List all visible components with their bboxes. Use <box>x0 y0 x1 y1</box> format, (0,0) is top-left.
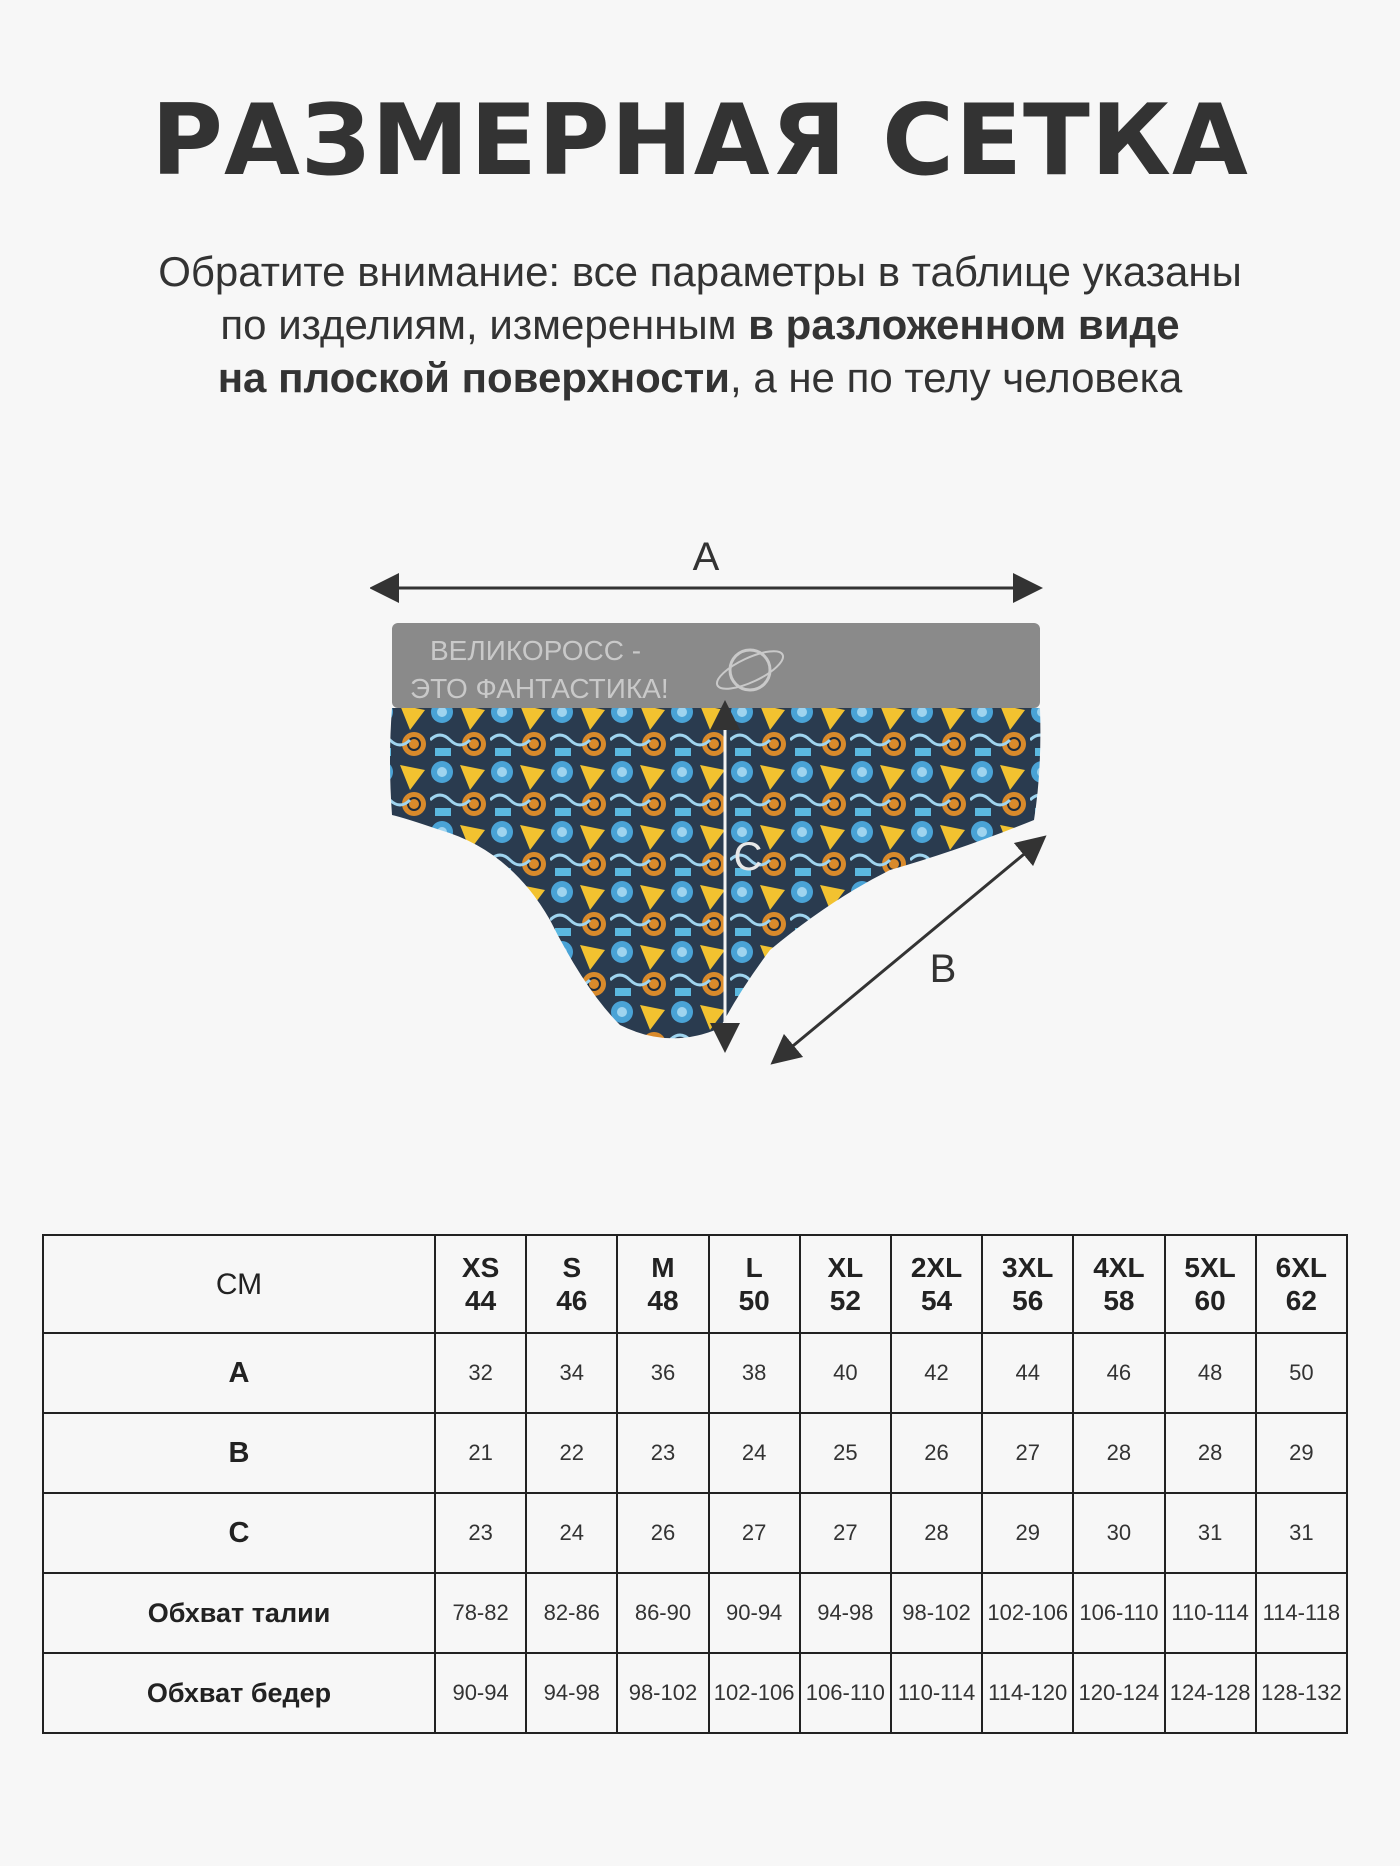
table-cell: 32 <box>435 1333 526 1413</box>
size-letter: XL <box>827 1252 864 1283</box>
size-number: 62 <box>1285 1285 1317 1316</box>
row-label: B <box>43 1413 435 1493</box>
table-cell: 128-132 <box>1256 1653 1347 1733</box>
size-letter: 4XL <box>1093 1252 1145 1283</box>
table-cell: 102-106 <box>982 1573 1073 1653</box>
note-line-2-bold: в разложенном виде <box>748 301 1180 348</box>
size-letter: M <box>651 1252 675 1283</box>
note-line-2 <box>0 298 1400 351</box>
size-number: 56 <box>1012 1285 1044 1316</box>
size-letter: L <box>745 1252 763 1283</box>
table-cell: 27 <box>709 1493 800 1573</box>
waistband-text-line-2: ЭТО ФАНТАСТИКА! <box>410 673 669 704</box>
size-letter: 6XL <box>1275 1252 1328 1283</box>
size-number: 44 <box>465 1285 497 1316</box>
table-cell: 106-110 <box>1073 1573 1164 1653</box>
size-header <box>435 1235 526 1333</box>
table-cell: 98-102 <box>617 1653 708 1733</box>
table-cell: 48 <box>1165 1333 1256 1413</box>
size-number: 52 <box>829 1285 861 1316</box>
size-number: 48 <box>647 1285 679 1316</box>
table-row <box>43 1573 1347 1653</box>
note-line-2-text: по изделиям, измеренным <box>220 301 749 348</box>
table-cell: 50 <box>1256 1333 1347 1413</box>
table-cell: 78-82 <box>435 1573 526 1653</box>
size-letter: S <box>562 1252 582 1283</box>
size-header <box>1256 1235 1347 1333</box>
size-number: 54 <box>920 1285 953 1316</box>
table-cell: 38 <box>709 1333 800 1413</box>
size-letter: 2XL <box>910 1252 963 1283</box>
note-line-3-text: , а не по телу человека <box>729 354 1183 401</box>
table-cell: 94-98 <box>526 1653 617 1733</box>
measurement-note <box>0 245 1400 404</box>
note-line-1: Обратите внимание: все параметры в таблице указаны <box>158 248 1242 295</box>
note-line-3 <box>0 351 1400 404</box>
table-cell: 34 <box>526 1333 617 1413</box>
table-cell: 98-102 <box>891 1573 982 1653</box>
table-cell: 29 <box>1256 1413 1347 1493</box>
table-cell: 24 <box>709 1413 800 1493</box>
row-label: C <box>43 1493 435 1573</box>
table-row <box>43 1413 1347 1493</box>
size-header <box>617 1235 708 1333</box>
table-cell: 21 <box>435 1413 526 1493</box>
table-cell: 44 <box>982 1333 1073 1413</box>
table-row <box>43 1493 1347 1573</box>
table-cell: 42 <box>891 1333 982 1413</box>
briefs-measurement-illustration <box>370 520 1070 1080</box>
table-cell: 24 <box>526 1493 617 1573</box>
table-cell: 22 <box>526 1413 617 1493</box>
table-cell: 40 <box>800 1333 891 1413</box>
table-cell: 102-106 <box>709 1653 800 1733</box>
table-cell: 27 <box>800 1493 891 1573</box>
table-cell: 31 <box>1256 1493 1347 1573</box>
dimension-b-label: B <box>929 947 957 991</box>
table-cell: 28 <box>1165 1413 1256 1493</box>
table-cell: 26 <box>617 1493 708 1573</box>
table-row <box>43 1333 1347 1413</box>
page-title: РАЗМЕРНАЯ СЕТКА <box>151 84 1249 198</box>
size-number: 50 <box>738 1285 770 1316</box>
size-header <box>800 1235 891 1333</box>
size-letter: XS <box>461 1252 500 1283</box>
waistband-text-line-1: ВЕЛИКОРОСС - <box>430 635 642 666</box>
table-cell: 23 <box>617 1413 708 1493</box>
size-number: 60 <box>1194 1285 1226 1316</box>
table-cell: 86-90 <box>617 1573 708 1653</box>
size-header <box>982 1235 1073 1333</box>
table-cell: 23 <box>435 1493 526 1573</box>
table-cell: 114-118 <box>1256 1573 1347 1653</box>
table-cell: 90-94 <box>709 1573 800 1653</box>
table-cell: 36 <box>617 1333 708 1413</box>
unit-header: СМ <box>43 1235 435 1333</box>
size-letter: 5XL <box>1184 1252 1236 1283</box>
size-header <box>891 1235 982 1333</box>
table-cell: 114-120 <box>982 1653 1073 1733</box>
table-cell: 106-110 <box>800 1653 891 1733</box>
table-cell: 28 <box>891 1493 982 1573</box>
table-cell: 82-86 <box>526 1573 617 1653</box>
size-number: 58 <box>1103 1285 1135 1316</box>
dimension-c-label: C <box>733 835 763 879</box>
table-cell: 27 <box>982 1413 1073 1493</box>
table-cell: 25 <box>800 1413 891 1493</box>
row-label: Обхват талии <box>43 1573 435 1653</box>
size-header <box>526 1235 617 1333</box>
size-header <box>1165 1235 1256 1333</box>
table-cell: 124-128 <box>1165 1653 1256 1733</box>
table-cell: 31 <box>1165 1493 1256 1573</box>
dimension-a-label: A <box>692 535 720 579</box>
size-letter: 3XL <box>1002 1252 1054 1283</box>
table-row <box>43 1653 1347 1733</box>
table-cell: 26 <box>891 1413 982 1493</box>
size-chart-table <box>42 1234 1348 1734</box>
size-header-row <box>43 1235 1347 1333</box>
row-label: A <box>43 1333 435 1413</box>
table-cell: 110-114 <box>1165 1573 1256 1653</box>
table-cell: 120-124 <box>1073 1653 1164 1733</box>
table-cell: 28 <box>1073 1413 1164 1493</box>
size-number: 46 <box>556 1285 588 1316</box>
note-line-3-bold: на плоской поверхности <box>217 354 730 401</box>
size-header <box>709 1235 800 1333</box>
table-cell: 110-114 <box>891 1653 982 1733</box>
table-cell: 30 <box>1073 1493 1164 1573</box>
size-header <box>1073 1235 1164 1333</box>
table-cell: 46 <box>1073 1333 1164 1413</box>
table-cell: 29 <box>982 1493 1073 1573</box>
row-label: Обхват бедер <box>43 1653 435 1733</box>
table-cell: 90-94 <box>435 1653 526 1733</box>
table-cell: 94-98 <box>800 1573 891 1653</box>
